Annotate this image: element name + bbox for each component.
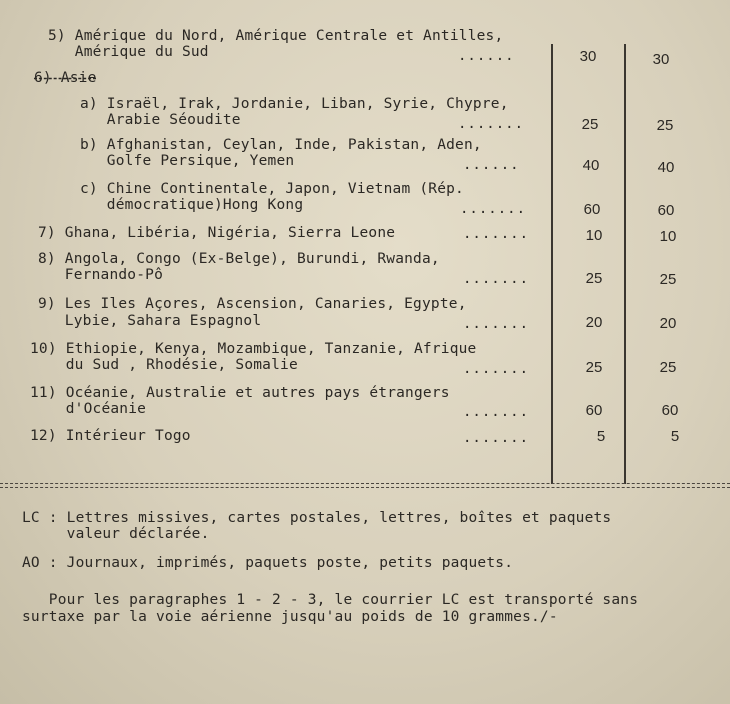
entry-9-line2: Lybie, Sahara Espagnol (38, 313, 262, 329)
entry-12-value-2: 5 (670, 428, 680, 445)
entry-6a-value-1: 25 (581, 116, 599, 133)
legend-lc-line1: LC : Lettres missives, cartes postales, lettres, boîtes et paquets (22, 510, 612, 526)
entry-5-value-1: 30 (579, 48, 597, 65)
entry-12-leader: ....... (463, 430, 530, 446)
entry-6b-value-1: 40 (582, 157, 600, 174)
entry-8-line1: 8) Angola, Congo (Ex-Belge), Burundi, Rwanda, (38, 251, 440, 267)
entry-9-leader: ....... (463, 316, 530, 332)
entry-10-line1: 10) Ethiopie, Kenya, Mozambique, Tanzanie, Afrique (30, 341, 477, 357)
entry-6a-line2: Arabie Séoudite (80, 112, 241, 128)
entry-11-leader: ....... (463, 404, 530, 420)
entry-6c-line1: c) Chine Continentale, Japon, Vietnam (Rép. (80, 181, 464, 197)
entry-8-leader: ....... (463, 271, 530, 287)
entry-10-leader: ....... (463, 361, 530, 377)
entry-6b-line2: Golfe Persique, Yemen (80, 153, 295, 169)
entry-9-value-2: 20 (659, 315, 677, 332)
entry-6a-line1: a) Israël, Irak, Jordanie, Liban, Syrie, Chypre, (80, 96, 509, 112)
entry-11-line2: d'Océanie (30, 401, 147, 417)
entry-6-heading: 6) Asie (34, 70, 97, 86)
legend-lc-line2: valeur déclarée. (22, 526, 210, 542)
entry-6a-leader: ....... (458, 116, 525, 132)
entry-10-value-2: 25 (659, 359, 677, 376)
entry-10-value-1: 25 (585, 359, 603, 376)
entry-5-line2: Amérique du Sud (48, 44, 209, 60)
legend-ao: AO : Journaux, imprimés, paquets poste, petits paquets. (22, 555, 514, 571)
separator-bottom (0, 487, 730, 488)
entry-7-value-2: 10 (659, 228, 677, 245)
entry-7-line1: 7) Ghana, Libéria, Nigéria, Sierra Leone (38, 225, 396, 241)
column-rule-right (624, 44, 626, 484)
separator-top (0, 483, 730, 484)
entry-6b-leader: ...... (463, 157, 520, 173)
entry-5-leader: ...... (458, 48, 515, 64)
column-rule-left (551, 44, 553, 484)
entry-12-value-1: 5 (596, 428, 606, 445)
entry-6c-line2: démocratique)Hong Kong (80, 197, 304, 213)
entry-6c-value-2: 60 (657, 202, 675, 219)
note-line2: surtaxe par la voie aérienne jusqu'au poids de 10 grammes./- (22, 609, 558, 625)
entry-8-value-1: 25 (585, 270, 603, 287)
entry-11-line1: 11) Océanie, Australie et autres pays étrangers (30, 385, 450, 401)
entry-5-line1: 5) Amérique du Nord, Amérique Centrale et Antilles, (48, 28, 504, 44)
entry-11-value-1: 60 (585, 402, 603, 419)
entry-6c-value-1: 60 (583, 201, 601, 218)
entry-6b-line1: b) Afghanistan, Ceylan, Inde, Pakistan, Aden, (80, 137, 482, 153)
entry-11-value-2: 60 (661, 402, 679, 419)
note-line1: Pour les paragraphes 1 - 2 - 3, le courrier LC est transporté sans (22, 592, 639, 608)
entry-8-value-2: 25 (659, 271, 677, 288)
entry-9-value-1: 20 (585, 314, 603, 331)
entry-8-line2: Fernando-Pô (38, 267, 164, 283)
entry-6c-leader: ....... (460, 201, 527, 217)
entry-7-leader: ....... (463, 226, 530, 242)
entry-7-value-1: 10 (585, 227, 603, 244)
entry-6a-value-2: 25 (656, 117, 674, 134)
entry-9-line1: 9) Les Iles Açores, Ascension, Canaries, Egypte, (38, 296, 467, 312)
entry-10-line2: du Sud , Rhodésie, Somalie (30, 357, 298, 373)
entry-5-value-2: 30 (652, 51, 670, 68)
entry-12-line1: 12) Intérieur Togo (30, 428, 191, 444)
entry-6b-value-2: 40 (657, 159, 675, 176)
